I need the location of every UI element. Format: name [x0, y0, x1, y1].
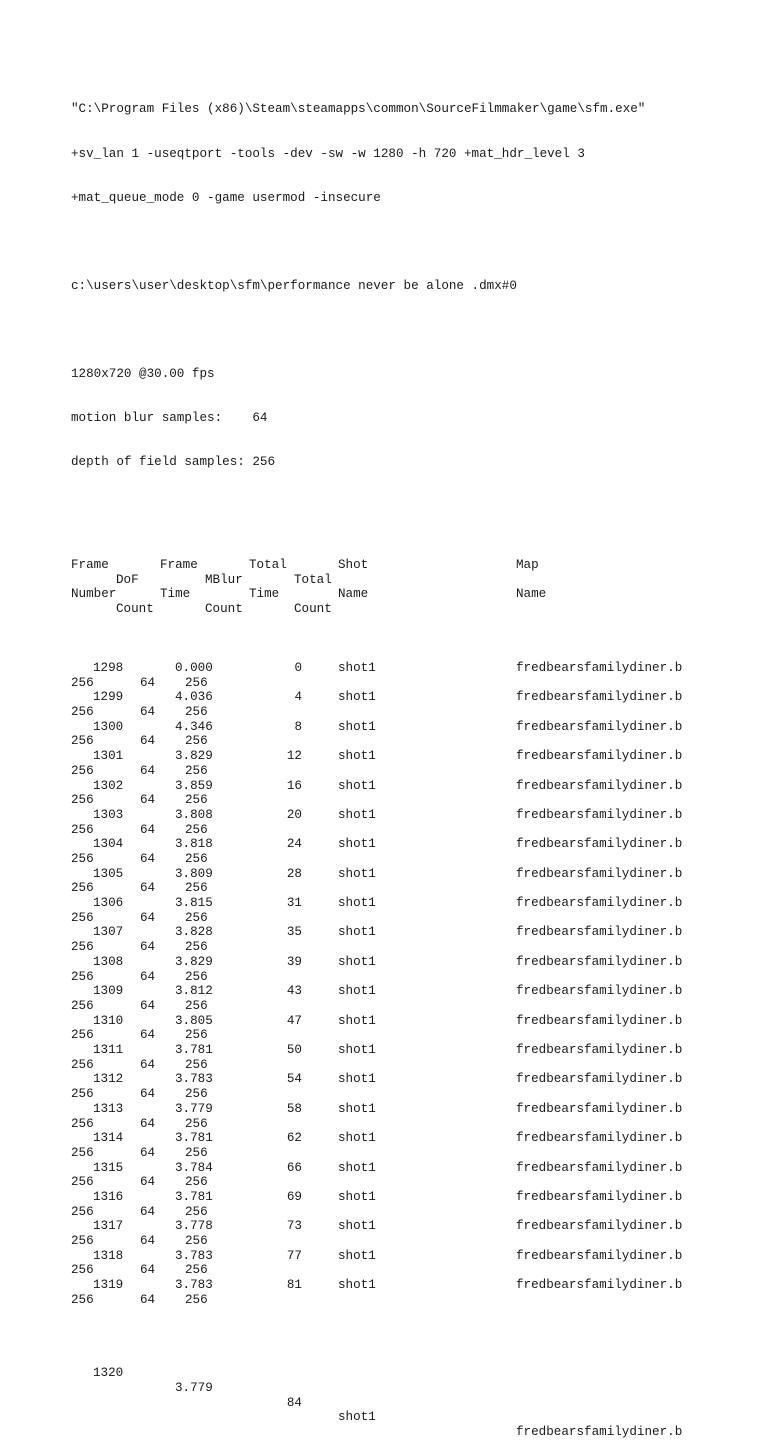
cell-time: 3.859 — [175, 778, 213, 793]
cell-mblur: 64 — [140, 1057, 156, 1072]
cell-dof: 256 — [71, 1145, 94, 1160]
cell-map: fredbearsfamilydiner.b — [516, 984, 683, 999]
cell-shot: shot1 — [338, 690, 376, 705]
cell-mblur: 64 — [140, 822, 156, 837]
cell-shot: shot1 — [338, 1219, 376, 1234]
header-total: Total — [249, 558, 287, 573]
cell-shot: shot1 — [338, 896, 376, 911]
cell-frame: 1318 — [93, 1248, 124, 1263]
table-row — [71, 1101, 683, 1131]
cell-dof: 256 — [71, 998, 94, 1013]
cell-count: 256 — [185, 734, 208, 749]
cell-count: 256 — [185, 1175, 208, 1190]
table-row — [71, 925, 683, 955]
command-line-1: "C:\Program Files (x86)\Steam\steamapps\common\SourceFilmmaker\game\sfm.exe" — [71, 102, 646, 117]
cell-mblur: 64 — [140, 1087, 156, 1102]
cell-shot: shot1 — [338, 1248, 376, 1263]
cell-time: 3.818 — [175, 837, 213, 852]
cell-total: 54 — [286, 1072, 302, 1087]
header-total-2: Total — [294, 572, 332, 587]
cell-time: 0.000 — [175, 660, 213, 675]
table-row — [71, 749, 683, 778]
header-time: Time — [160, 587, 191, 602]
cell-map: fredbearsfamilydiner.b — [516, 925, 683, 940]
cell-dof: 256 — [71, 1175, 94, 1190]
cell-mblur: 64 — [140, 1292, 156, 1307]
cell-shot: shot1 — [338, 749, 376, 764]
table-row — [71, 1013, 683, 1043]
dof-line: depth of field samples: 256 — [71, 455, 276, 470]
cell-total: 47 — [286, 1013, 302, 1028]
cell-time: 3.778 — [175, 1219, 213, 1234]
cell-frame: 1298 — [93, 660, 124, 675]
cell-dof: 256 — [71, 851, 94, 866]
header-count-3: Count — [294, 602, 332, 617]
table-row — [71, 896, 683, 925]
cell-shot: shot1 — [338, 1101, 376, 1116]
cell-count: 256 — [185, 1204, 208, 1219]
cell-time: 3.784 — [175, 1160, 213, 1175]
table-row — [71, 1160, 683, 1190]
cell-shot: shot1 — [338, 719, 376, 734]
cell-map: fredbearsfamilydiner.b — [516, 1072, 683, 1087]
header-time-2: Time — [249, 587, 280, 602]
cell-map: fredbearsfamilydiner.b — [516, 1160, 683, 1175]
cell-frame: 1312 — [93, 1072, 124, 1087]
cell-mblur: 64 — [140, 1263, 156, 1278]
cell-dof: 256 — [71, 705, 94, 720]
table-row — [71, 984, 683, 1013]
cell-shot: shot1 — [338, 778, 376, 793]
cell-time: 3.783 — [175, 1278, 213, 1293]
cell-time: 3.812 — [175, 984, 213, 999]
table-row — [71, 837, 683, 866]
header-frame: Frame — [71, 558, 109, 573]
cell-frame: 1319 — [93, 1278, 124, 1293]
cell-total: 62 — [286, 1131, 302, 1146]
cell-mblur: 64 — [140, 763, 156, 778]
cell-shot: shot1 — [338, 660, 376, 675]
cell-count: 256 — [185, 675, 208, 690]
cell-frame: 1305 — [93, 866, 124, 881]
cell-frame: 1314 — [93, 1131, 124, 1146]
table-row — [71, 690, 683, 720]
cell-shot: shot1 — [338, 837, 376, 852]
cell-count: 256 — [185, 940, 208, 955]
cell-map: fredbearsfamilydiner.b — [516, 660, 683, 675]
cell-frame: 1315 — [93, 1160, 124, 1175]
cell-time: 3.783 — [175, 1248, 213, 1263]
cell-total: 12 — [286, 749, 302, 764]
cell-frame: 1310 — [93, 1013, 124, 1028]
cell-mblur: 64 — [140, 1028, 156, 1043]
cell-mblur: 64 — [140, 851, 156, 866]
cell-count: 256 — [185, 1263, 208, 1278]
cell-frame: 1307 — [93, 925, 124, 940]
cell-total: 58 — [286, 1101, 302, 1116]
cell-shot: shot1 — [338, 1013, 376, 1028]
cell-map: fredbearsfamilydiner.b — [516, 1278, 683, 1293]
table-row — [71, 1189, 683, 1219]
cell-total: 4 — [294, 690, 302, 705]
cell-mblur: 64 — [140, 675, 156, 690]
cell-dof: 256 — [71, 1087, 94, 1102]
cell-mblur: 64 — [140, 969, 156, 984]
cell-shot: shot1 — [338, 866, 376, 881]
table-row — [71, 1248, 683, 1278]
cell-count: 256 — [185, 1087, 208, 1102]
motion-blur-line: motion blur samples: 64 — [71, 411, 268, 426]
cell-frame: 1313 — [93, 1101, 124, 1116]
cell-count: 256 — [185, 881, 208, 896]
table-row — [71, 1072, 683, 1102]
cell-dof: 256 — [71, 763, 94, 778]
cell-frame: 1306 — [93, 896, 124, 911]
cell-time: 3.805 — [175, 1013, 213, 1028]
cell-mblur: 64 — [140, 1116, 156, 1131]
cell-map: fredbearsfamilydiner.b — [516, 1425, 683, 1440]
table-header — [71, 558, 645, 617]
header-name-2: Name — [516, 587, 547, 602]
cell-count: 256 — [185, 793, 208, 808]
cell-dof: 256 — [71, 1116, 94, 1131]
cell-frame: 1300 — [93, 719, 124, 734]
cell-total: 73 — [286, 1219, 302, 1234]
cell-count: 256 — [185, 1292, 208, 1307]
cell-dof: 256 — [71, 940, 94, 955]
table-row — [71, 1131, 683, 1160]
cell-shot: shot1 — [338, 1131, 376, 1146]
cell-total: 31 — [286, 896, 302, 911]
cell-time: 3.829 — [175, 749, 213, 764]
cell-total: 84 — [286, 1395, 302, 1410]
cell-frame: 1308 — [93, 954, 124, 969]
cell-map: fredbearsfamilydiner.b — [516, 778, 683, 793]
cell-time: 3.779 — [175, 1381, 213, 1396]
cell-mblur: 64 — [140, 793, 156, 808]
cell-shot: shot1 — [338, 1189, 376, 1204]
cell-dof: 256 — [71, 675, 94, 690]
cell-map: fredbearsfamilydiner.b — [516, 1189, 683, 1204]
cell-dof: 256 — [71, 822, 94, 837]
cell-total: 35 — [286, 925, 302, 940]
cell-count: 256 — [185, 822, 208, 837]
cell-mblur: 64 — [140, 705, 156, 720]
cell-dof: 256 — [71, 1292, 94, 1307]
cell-map: fredbearsfamilydiner.b — [516, 1101, 683, 1116]
cell-frame: 1309 — [93, 984, 124, 999]
cell-frame: 1301 — [93, 749, 124, 764]
cell-frame: 1299 — [93, 690, 124, 705]
header-mblur: MBlur — [205, 572, 243, 587]
table-row — [71, 1043, 683, 1072]
cell-time: 3.828 — [175, 925, 213, 940]
cell-map: fredbearsfamilydiner.b — [516, 1219, 683, 1234]
cell-mblur: 64 — [140, 1234, 156, 1249]
cell-count: 256 — [185, 969, 208, 984]
header-count-2: Count — [205, 602, 243, 617]
cell-time: 3.783 — [175, 1072, 213, 1087]
cell-time: 3.815 — [175, 896, 213, 911]
cell-count: 256 — [185, 1116, 208, 1131]
cell-dof: 256 — [71, 881, 94, 896]
cell-mblur: 64 — [140, 1175, 156, 1190]
session-path: c:\users\user\desktop\sfm\performance never be alone .dmx#0 — [71, 278, 517, 293]
header-name: Name — [338, 587, 369, 602]
cell-map: fredbearsfamilydiner.b — [516, 1013, 683, 1028]
cell-shot: shot1 — [338, 1043, 376, 1058]
command-line-3: +mat_queue_mode 0 -game usermod -insecure — [71, 190, 381, 205]
cell-frame: 1320 — [93, 1366, 124, 1381]
cell-count: 256 — [185, 1234, 208, 1249]
table-row — [71, 719, 683, 749]
cell-frame: 1303 — [93, 807, 124, 822]
cell-shot: shot1 — [338, 1278, 376, 1293]
cell-time: 3.829 — [175, 954, 213, 969]
cell-map: fredbearsfamilydiner.b — [516, 1131, 683, 1146]
cell-count: 256 — [185, 763, 208, 778]
cell-shot: shot1 — [338, 954, 376, 969]
cell-total: 50 — [286, 1043, 302, 1058]
cell-mblur: 64 — [140, 910, 156, 925]
cell-time: 3.781 — [175, 1189, 213, 1204]
cell-dof: 256 — [71, 1263, 94, 1278]
table-row — [71, 807, 683, 837]
log-document — [71, 73, 683, 1440]
cell-total: 77 — [286, 1248, 302, 1263]
cell-frame: 1304 — [93, 837, 124, 852]
cell-mblur: 64 — [140, 998, 156, 1013]
cell-total: 20 — [286, 807, 302, 822]
cell-total: 43 — [286, 984, 302, 999]
cell-shot: shot1 — [338, 984, 376, 999]
cell-time: 3.781 — [175, 1043, 213, 1058]
cell-mblur: 64 — [140, 881, 156, 896]
header-number: Number — [71, 587, 117, 602]
cell-map: fredbearsfamilydiner.b — [516, 1248, 683, 1263]
header-frame-2: Frame — [160, 558, 198, 573]
cell-frame: 1317 — [93, 1219, 124, 1234]
table-row — [71, 778, 683, 808]
table-body — [71, 660, 683, 1308]
cell-total: 16 — [286, 778, 302, 793]
header-dof: DoF — [116, 572, 139, 587]
cell-shot: shot1 — [338, 807, 376, 822]
cell-map: fredbearsfamilydiner.b — [516, 866, 683, 881]
cell-dof: 256 — [71, 1234, 94, 1249]
cell-dof: 256 — [71, 969, 94, 984]
cell-frame: 1311 — [93, 1043, 124, 1058]
header-count: Count — [116, 602, 154, 617]
resolution-line: 1280x720 @30.00 fps — [71, 366, 215, 381]
cell-total: 24 — [286, 837, 302, 852]
table-row — [71, 954, 683, 984]
header-map: Map — [516, 558, 539, 573]
cell-total: 66 — [286, 1160, 302, 1175]
table-row — [71, 660, 683, 690]
cell-total: 81 — [286, 1278, 302, 1293]
table-row-last — [71, 1352, 683, 1440]
cell-total: 69 — [286, 1189, 302, 1204]
cell-count: 256 — [185, 851, 208, 866]
header-shot: Shot — [338, 558, 369, 573]
cell-time: 4.036 — [175, 690, 213, 705]
cell-shot: shot1 — [338, 1410, 376, 1425]
cell-total: 0 — [294, 660, 302, 675]
cell-total: 28 — [286, 866, 302, 881]
cell-time: 3.779 — [175, 1101, 213, 1116]
cell-count: 256 — [185, 1057, 208, 1072]
cell-mblur: 64 — [140, 1145, 156, 1160]
command-line-2: +sv_lan 1 -useqtport -tools -dev -sw -w 1280 -h 720 +mat_hdr_level 3 — [71, 146, 585, 161]
cell-count: 256 — [185, 705, 208, 720]
cell-map: fredbearsfamilydiner.b — [516, 837, 683, 852]
cell-map: fredbearsfamilydiner.b — [516, 896, 683, 911]
cell-frame: 1316 — [93, 1189, 124, 1204]
cell-map: fredbearsfamilydiner.b — [516, 749, 683, 764]
cell-map: fredbearsfamilydiner.b — [516, 1043, 683, 1058]
cell-count: 256 — [185, 910, 208, 925]
cell-map: fredbearsfamilydiner.b — [516, 954, 683, 969]
cell-time: 4.346 — [175, 719, 213, 734]
table-row — [71, 1278, 683, 1307]
cell-frame: 1302 — [93, 778, 124, 793]
cell-count: 256 — [185, 998, 208, 1013]
cell-mblur: 64 — [140, 734, 156, 749]
cell-total: 8 — [294, 719, 302, 734]
cell-dof: 256 — [71, 1028, 94, 1043]
cell-dof: 256 — [71, 1204, 94, 1219]
cell-mblur: 64 — [140, 940, 156, 955]
cell-time: 3.781 — [175, 1131, 213, 1146]
cell-dof: 256 — [71, 910, 94, 925]
table-row — [71, 866, 683, 896]
cell-shot: shot1 — [338, 925, 376, 940]
cell-total: 39 — [286, 954, 302, 969]
cell-shot: shot1 — [338, 1160, 376, 1175]
cell-dof: 256 — [71, 1057, 94, 1072]
cell-time: 3.809 — [175, 866, 213, 881]
cell-shot: shot1 — [338, 1072, 376, 1087]
cell-dof: 256 — [71, 793, 94, 808]
table-row — [71, 1219, 683, 1249]
cell-map: fredbearsfamilydiner.b — [516, 807, 683, 822]
cell-time: 3.808 — [175, 807, 213, 822]
cell-count: 256 — [185, 1145, 208, 1160]
cell-map: fredbearsfamilydiner.b — [516, 719, 683, 734]
cell-mblur: 64 — [140, 1204, 156, 1219]
cell-count: 256 — [185, 1028, 208, 1043]
cell-dof: 256 — [71, 734, 94, 749]
cell-map: fredbearsfamilydiner.b — [516, 690, 683, 705]
